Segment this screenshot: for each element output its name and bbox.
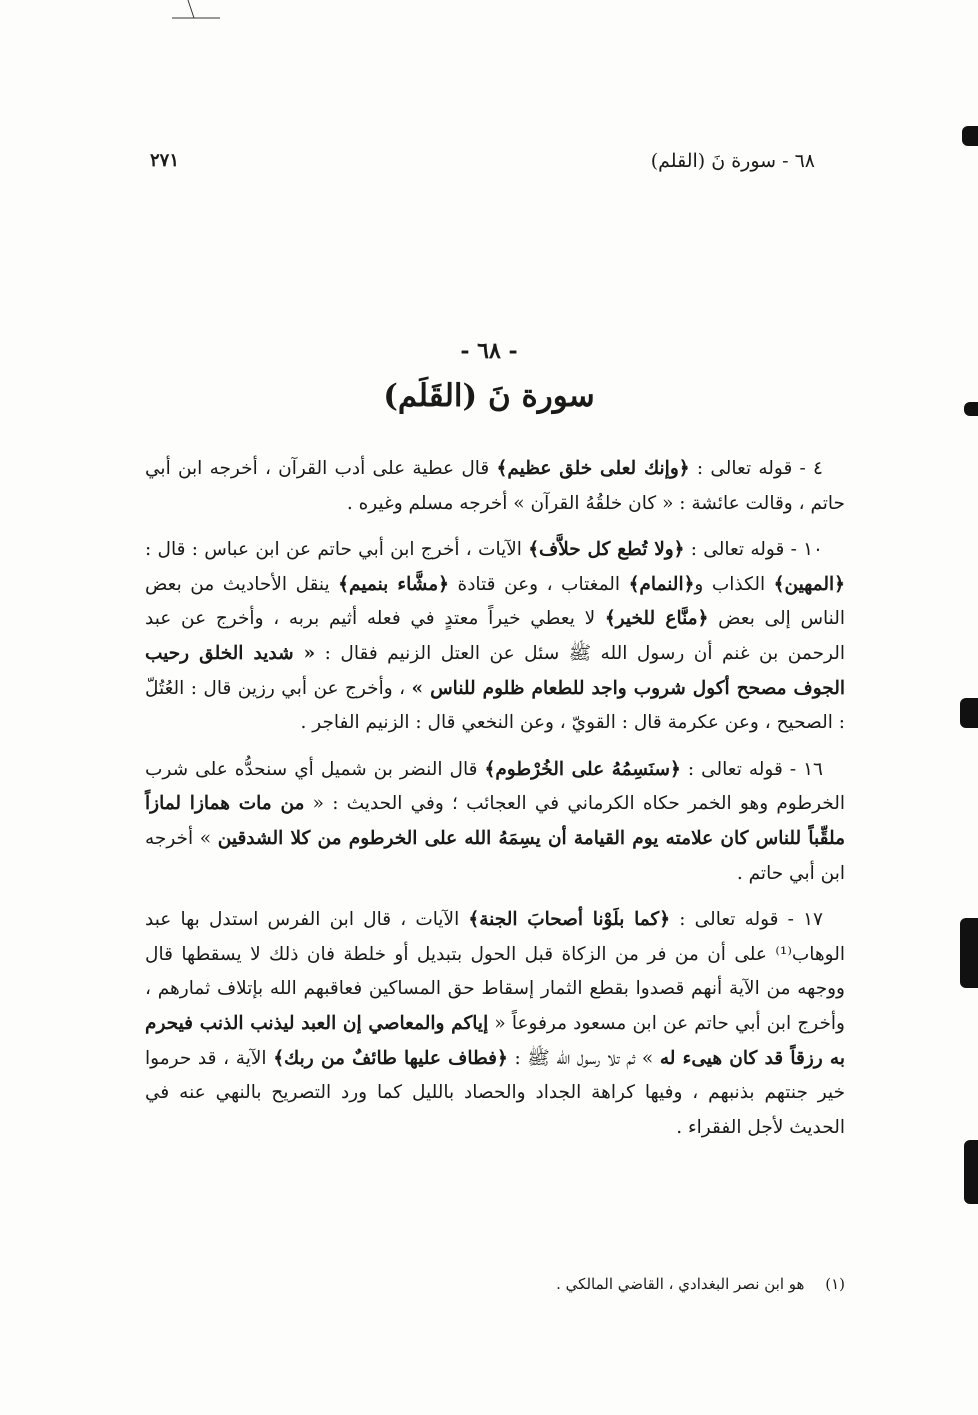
entry-verse-4	[145, 452, 845, 521]
scan-edge-mark	[962, 126, 978, 146]
quran-quote: ﴿كما بلَوْنا أصحابَ الجنة﴾	[468, 909, 671, 931]
quran-quote: ﴿النمام﴾	[628, 573, 695, 595]
running-head	[150, 150, 815, 180]
footnote-text: هو ابن نصر البغدادي ، القاضي المالكي .	[556, 1275, 805, 1293]
scan-edge-mark	[964, 1140, 978, 1204]
entry-verse-16	[145, 753, 845, 891]
quran-quote: ﴿منَّاع للخير﴾	[604, 608, 709, 630]
hadith-quote: « شديد الخلق رحيب الجوف مصحح أكول شروب واجد للطعام ظلوم للناس »	[145, 642, 845, 699]
footnote-mark: (١)	[825, 1275, 845, 1293]
commentary-text: الآيات ، قال ابن الفرس استدل بها عبد الوهاب⁽¹⁾ على أن من فر من الزكاة قبل الحول بتبديل أو خلطة فان ذلك لا يسقطها قال ووجهه من الآية أنهم قصدوا بقطع الثمار إسقاط حق المساكين فعاقبهم الله بإتلاف ثمارهم ، وأخرج ابن أبي حاتم عن ابن مسعود مرفوعاً «	[145, 909, 845, 1034]
scan-edge-mark	[960, 698, 978, 728]
verse-ref: ١٠ - قوله تعالى :	[684, 539, 823, 561]
quran-quote: ﴿ولا تُطع كل حلاَّف﴾	[528, 539, 685, 561]
commentary-text: لا يعطي خيراً معتدٍ في فعله أثيم بربه ، وأخرج عن عبد الرحمن بن غنم أن رسول الله ﷺ سئل عن العتل الزنيم فقال :	[145, 608, 845, 664]
commentary-text: الآيات ، أخرج ابن أبي حاتم عن ابن عباس : قال :	[145, 539, 529, 561]
verse-ref: ٤ - قوله تعالى :	[689, 458, 823, 479]
commentary-text: ، وأخرج عن أبي رزين قال : العُتُلّ : الصحيح ، وعن عكرمة قال : القويّ ، وعن النخعي قال : الزنيم الفاجر .	[145, 677, 845, 734]
commentary-text: قال النضر بن شميل أي سنحدُّه على شرب الخرطوم وهو الخمر حكاه الكرماني في العجائب ؛ وفي الحديث : «	[145, 758, 845, 815]
quran-quote: ﴿سنَسِمُهُ على الخُرْطوم﴾	[484, 758, 681, 780]
commentary-text: الكذاب و	[694, 573, 774, 595]
quran-quote: ﴿المهين﴾	[773, 573, 845, 595]
page-number: ٢٧١	[150, 150, 180, 171]
hadith-quote: من مات همازا لمازاً ملقِّباً للناس كان علامته يوم القيامة أن يسِمَهُ الله على الخرطوم من كلا الشدقين	[145, 793, 846, 849]
chapter-number: - ٦٨ -	[460, 338, 518, 364]
verse-ref: ١٦ - قوله تعالى :	[680, 758, 823, 780]
footnote	[145, 1272, 845, 1296]
scan-edge-mark	[960, 918, 978, 988]
quran-quote: ﴿مشَّاء بنميم﴾	[338, 573, 449, 595]
entry-verse-10	[145, 533, 845, 741]
commentary-text: ينقل الأحاديث من بعض الناس إلى بعض	[145, 573, 846, 630]
commentary-text: » أخرجه ابن أبي حاتم .	[145, 827, 845, 884]
commentary-text: قال عطية على أدب القرآن ، أخرجه ابن أبي حاتم ، وقالت عائشة : « كان خلقُهُ القرآن » أخرجه مسلم وغيره .	[145, 458, 845, 514]
body-text	[145, 452, 845, 1145]
hadith-quote: إياكم والمعاصي إن العبد ليذنب الذنب فيحرم به رزقاً قد كان هيىء له	[145, 1012, 845, 1069]
commentary-text: » ثم تلا رسول الله ﷺ :	[507, 1047, 660, 1069]
scan-artifact-mark	[172, 0, 220, 20]
quran-quote: ﴿فطاف عليها طائفٌ من ربك﴾	[273, 1047, 508, 1069]
entry-verse-17	[145, 903, 845, 1145]
commentary-text: الآية ، قد حرموا خير جنتهم بذنبهم ، وفيها كراهة الجداد والحصاد بالليل كما ورد التصريح بالنهي عنه في الحديث لأجل الفقراء .	[145, 1047, 845, 1138]
commentary-text: المغتاب ، وعن قتادة	[449, 573, 629, 595]
chapter-title: سورة نَ (القَلَم)	[383, 378, 595, 414]
running-title: ٦٨ - سورة نَ (القلم)	[650, 150, 815, 172]
verse-ref: ١٧ - قوله تعالى :	[670, 909, 823, 931]
quran-quote: ﴿وإنك لعلى خلق عظيم﴾	[496, 458, 690, 479]
